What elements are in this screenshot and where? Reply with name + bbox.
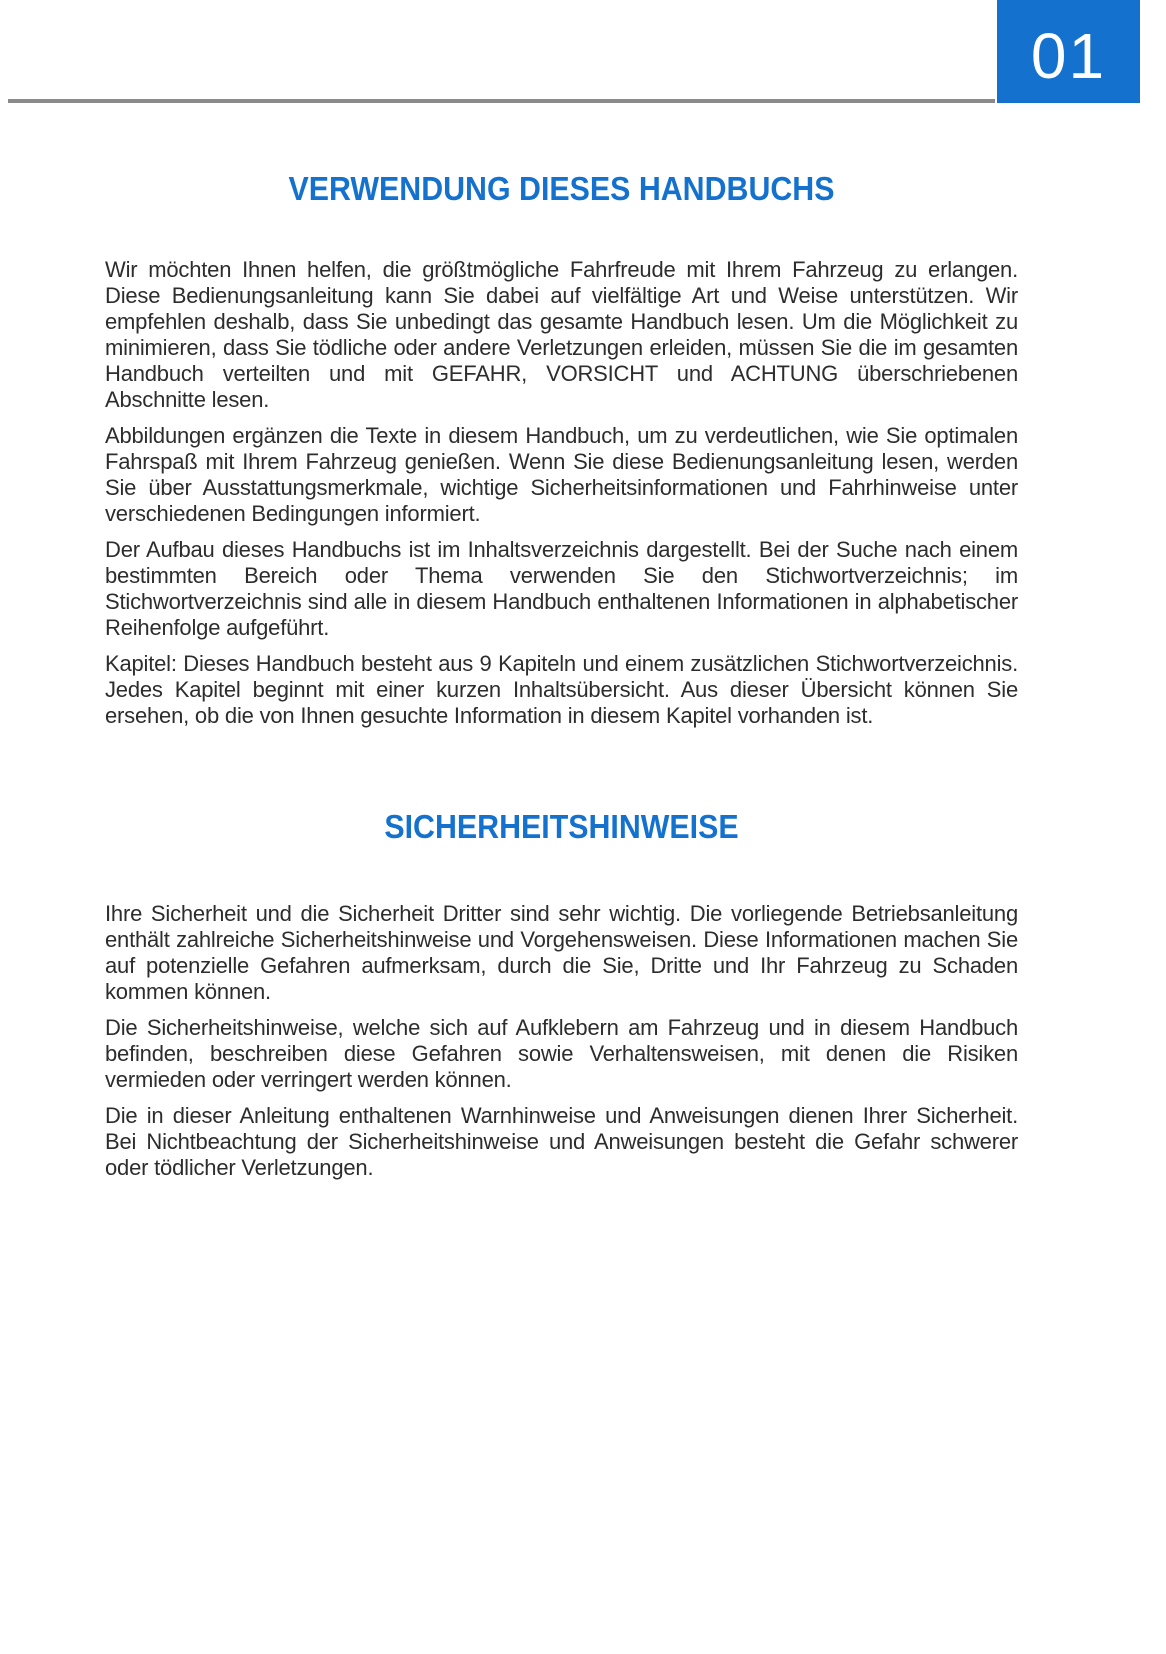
section-title-sicherheitshinweise: SICHERHEITSHINWEISE — [384, 808, 739, 845]
section-title-verwendung-dieses-handbuchs: VERWENDUNG DIESES HANDBUCHS — [288, 170, 835, 207]
paragraph-ihre-sicherheit: Ihre Sicherheit und die Sicherheit Dritter sind sehr wichtig. Die vorliegende Betriebsanleitung enthält zahlreiche Sicherheitshinweise und Vorgehensweisen. Diese Informationen machen Sie auf potenzielle Gefahren aufmerksam, durch die Sie, Dritte und Ihr Fahrzeug zu Schaden kommen können. — [105, 901, 1018, 1004]
paragraph-abbildungen: Abbildungen ergänzen die Texte in diesem Handbuch, um zu verdeutlichen, wie Sie optimalen Fahrspaß mit Ihrem Fahrzeug genießen. Wenn Sie diese Bedienungsanleitung lesen, werden Sie über Ausstattungsmerkmale, wichtige Sicherheitsinformationen und Fahrhinweise unter verschiedenen Bedingungen informiert. — [105, 423, 1018, 526]
paragraph-kapitel: Kapitel: Dieses Handbuch besteht aus 9 Kapiteln und einem zusätzlichen Stichwortverzeichnis. Jedes Kapitel beginnt mit einer kurzen Inhaltsübersicht. Aus dieser Übersicht können Sie ersehen, ob die von Ihnen gesuchte Information in diesem Kapitel vorhanden ist. — [105, 651, 1018, 728]
paragraph-aufbau-handbuch: Der Aufbau dieses Handbuchs ist im Inhaltsverzeichnis dargestellt. Bei der Suche nach einem bestimmten Bereich oder Thema verwenden Sie den Stichwortverzeichnis; im Stichwortverzeichnis sind alle in diesem Handbuch enthaltenen Informationen in alphabetischer Reihenfolge aufgeführt. — [105, 537, 1018, 640]
paragraph-warnhinweise: Die in dieser Anleitung enthaltenen Warnhinweise und Anweisungen dienen Ihrer Sicherheit. Bei Nichtbeachtung der Sicherheitshinweise und Anweisungen besteht die Gefahr schwerer oder tödlicher Verletzungen. — [105, 1103, 1018, 1180]
paragraph-intro-fahrfreude: Wir möchten Ihnen helfen, die größtmögliche Fahrfreude mit Ihrem Fahrzeug zu erlangen. Diese Bedienungsanleitung kann Sie dabei auf vielfältige Art und Weise unterstützen. Wir empfehlen deshalb, dass Sie unbedingt das gesamte Handbuch lesen. Um die Möglichkeit zu minimieren, dass Sie tödliche oder andere Verletzungen erleiden, müssen Sie die im gesamten Handbuch verteilten und mit GEFAHR, VORSICHT und ACHTUNG überschriebenen Abschnitte lesen. — [105, 257, 1018, 412]
paragraph-aufkleber: Die Sicherheitshinweise, welche sich auf Aufklebern am Fahrzeug und in diesem Handbuch befinden, beschreiben diese Gefahren sowie Verhaltensweisen, mit denen die Risiken vermieden oder verringert werden können. — [105, 1015, 1018, 1092]
chapter-number-tab — [997, 0, 1140, 103]
chapter-number: 01 — [1030, 19, 1107, 92]
header-rule — [8, 99, 995, 103]
